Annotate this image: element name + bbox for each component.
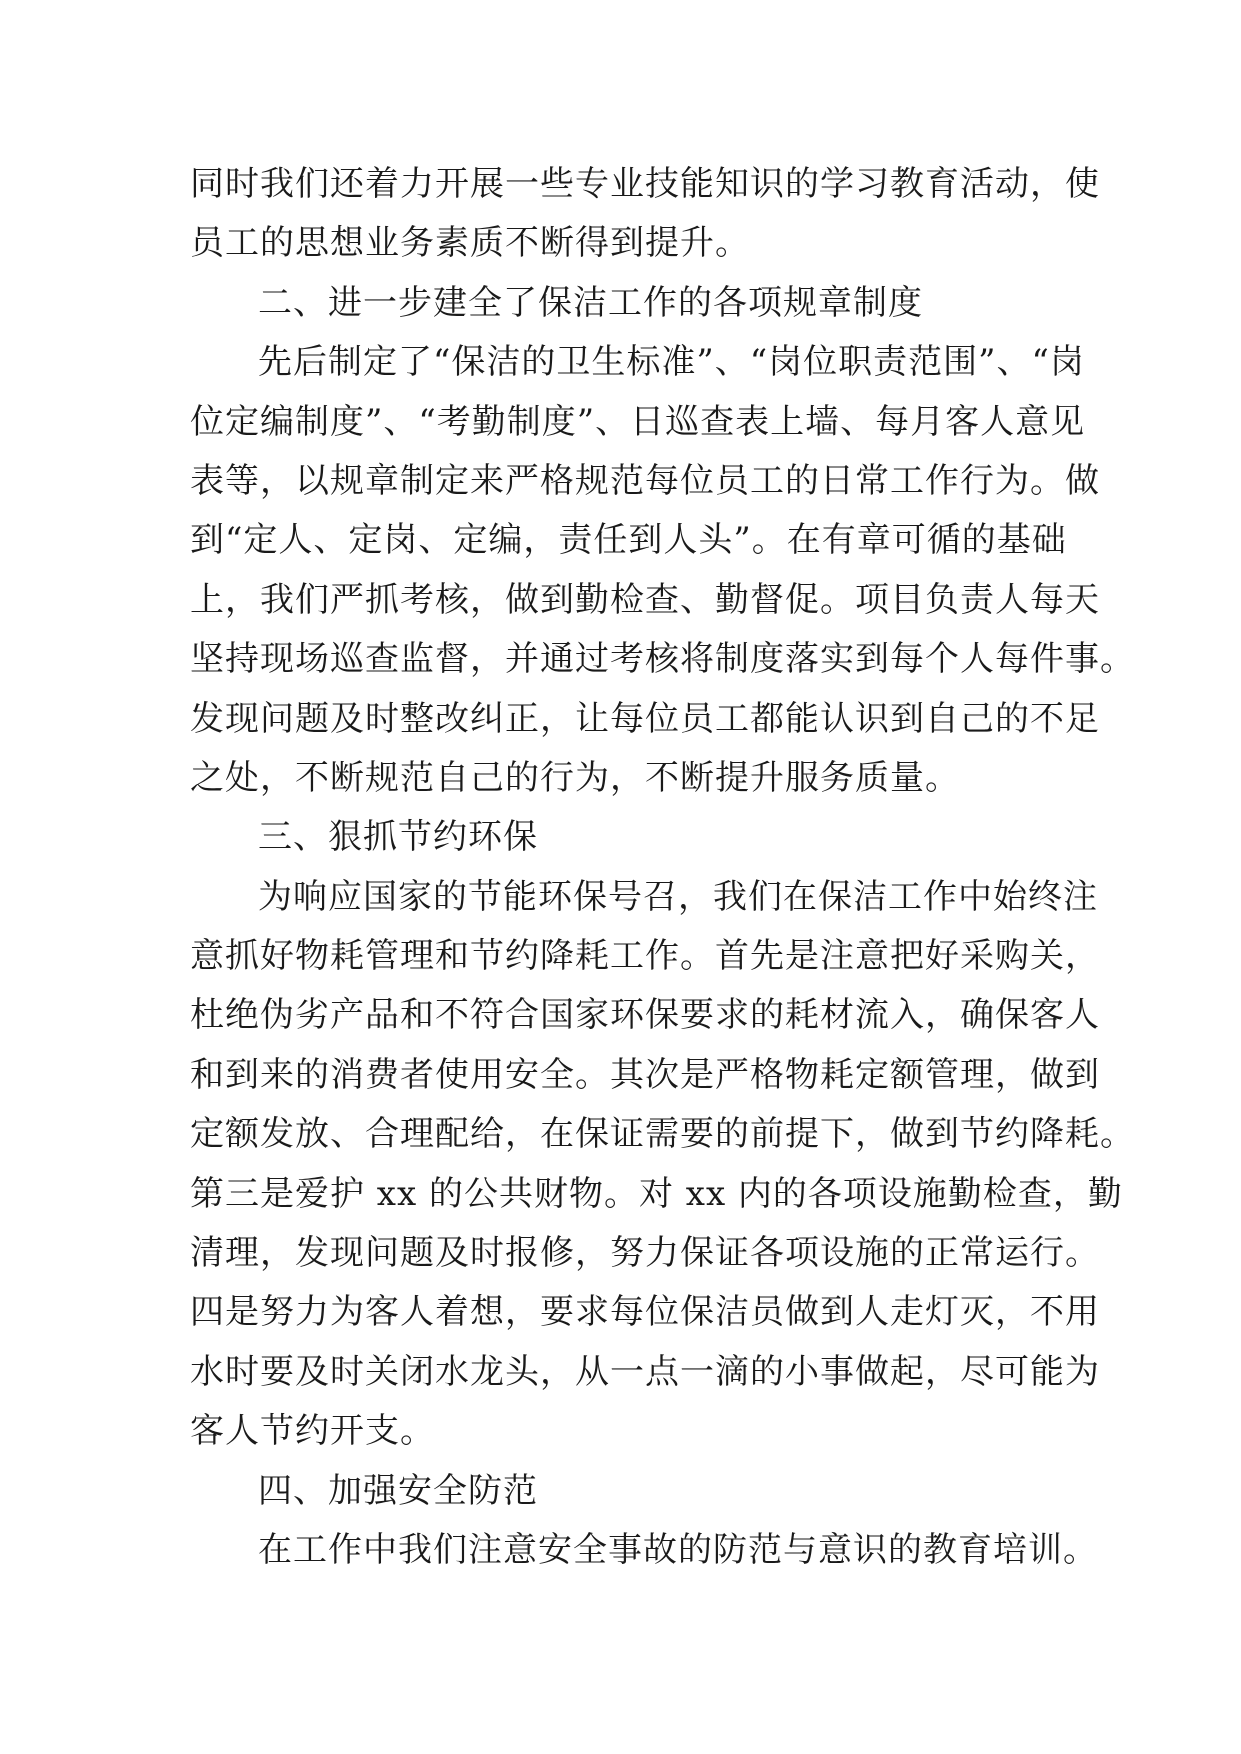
text-line: 水时要及时关闭水龙头，从一点一滴的小事做起，尽可能为 [190,1351,1100,1392]
text-line: 和到来的消费者使用安全。其次是严格物耗定额管理，做到 [190,1054,1100,1095]
section-heading-4: 四、加强安全防范 [258,1470,538,1511]
text-line: 坚持现场巡查监督，并通过考核将制度落实到每个人每件事。 [190,639,1135,680]
text-line: 到“定人、定岗、定编，责任到人头”。在有章可循的基础 [190,520,1067,561]
section-heading-3: 三、狠抓节约环保 [258,817,538,858]
text-line: 同时我们还着力开展一些专业技能知识的学习教育活动，使 [190,164,1100,204]
section-heading-2: 二、进一步建全了保洁工作的各项规章制度 [258,282,923,323]
text-line: 先后制定了“保洁的卫生标准”、“岗位职责范围”、“岗 [258,342,1085,383]
text-line: 清理，发现问题及时报修，努力保证各项设施的正常运行。 [190,1233,1100,1274]
text-line: 定额发放、合理配给，在保证需要的前提下，做到节约降耗。 [190,1114,1135,1155]
text-line: 员工的思想业务素质不断得到提升。 [190,223,750,264]
text-line: 发现问题及时整改纠正，让每位员工都能认识到自己的不足 [190,698,1100,739]
text-line: 意抓好物耗管理和节约降耗工作。首先是注意把好采购关， [190,936,1100,977]
text-line: 表等，以规章制定来严格规范每位员工的日常工作行为。做 [190,460,1100,501]
text-line: 之处，不断规范自己的行为，不断提升服务质量。 [190,757,960,798]
text-line: 为响应国家的节能环保号召，我们在保洁工作中始终注 [258,876,1098,917]
text-line: 杜绝伪劣产品和不符合国家环保要求的耗材流入，确保客人 [190,995,1100,1036]
text-line: 在工作中我们注意安全事故的防范与意识的教育培训。 [258,1529,1098,1570]
text-line: 四是努力为客人着想，要求每位保洁员做到人走灯灭，不用 [190,1292,1100,1333]
text-line: 第三是爱护 xx 的公共财物。对 xx 内的各项设施勤检查，勤 [190,1173,1123,1214]
text-line: 位定编制度”、“考勤制度”、日巡查表上墙、每月客人意见 [190,401,1086,442]
document-body [190,155,1135,1580]
text-line: 客人节约开支。 [190,1411,435,1452]
text-line: 上，我们严抓考核，做到勤检查、勤督促。项目负责人每天 [190,579,1100,620]
